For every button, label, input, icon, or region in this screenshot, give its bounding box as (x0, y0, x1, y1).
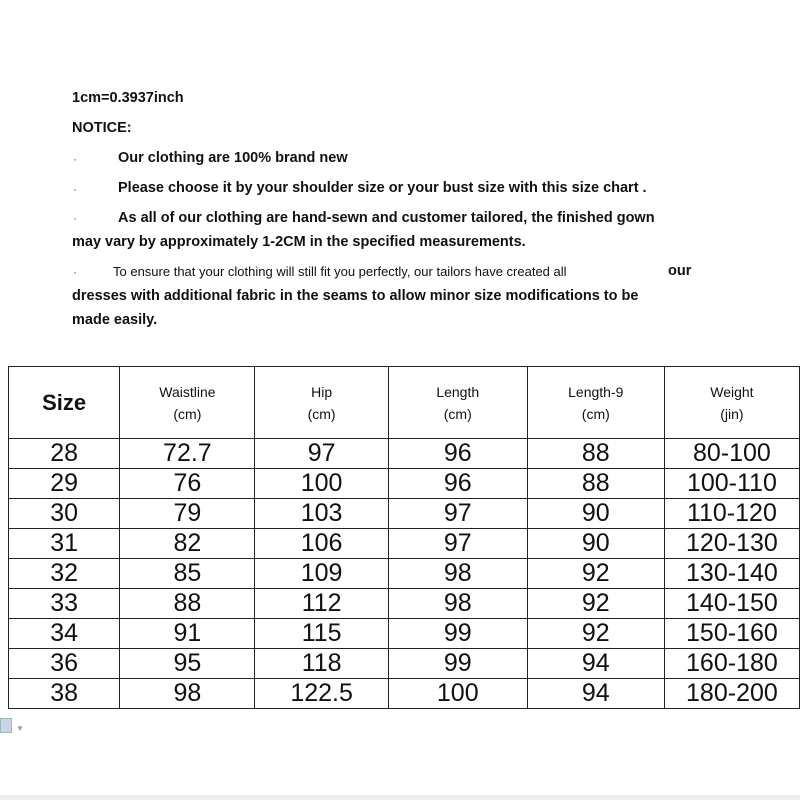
table-cell: 160-180 (664, 649, 799, 679)
bottom-scrollbar[interactable] (0, 795, 800, 800)
table-cell: 94 (527, 679, 664, 709)
chevron-down-icon[interactable]: ▼ (16, 724, 24, 733)
notice-4-cont2: made easily. (72, 312, 158, 328)
table-cell: 100 (255, 469, 388, 499)
table-header-row (9, 367, 800, 439)
bullet: · (73, 265, 77, 279)
table-cell: 38 (9, 679, 120, 709)
table-cell: 122.5 (255, 679, 388, 709)
table-cell: 98 (388, 589, 527, 619)
table-cell: 34 (9, 619, 120, 649)
header-length: Length (cm) (388, 367, 527, 439)
table-cell: 91 (120, 619, 255, 649)
table-cell: 72.7 (120, 439, 255, 469)
table-cell: 180-200 (664, 679, 799, 709)
header-size: Size (9, 367, 120, 439)
table-cell: 94 (527, 649, 664, 679)
table-row (9, 589, 800, 619)
notice-4-end: our (668, 263, 692, 279)
table-row (9, 499, 800, 529)
table-cell: 79 (120, 499, 255, 529)
table-cell: 118 (255, 649, 388, 679)
table-cell: 100 (388, 679, 527, 709)
conversion-note: 1cm=0.3937inch (72, 90, 184, 106)
notice-2: Please choose it by your shoulder size or your bust size with this size chart . (118, 180, 647, 196)
table-row (9, 529, 800, 559)
table-cell: 110-120 (664, 499, 799, 529)
table-cell: 96 (388, 439, 527, 469)
table-cell: 36 (9, 649, 120, 679)
table-cell: 31 (9, 529, 120, 559)
notice-1: Our clothing are 100% brand new (118, 150, 348, 166)
header-weight: Weight (jin) (664, 367, 799, 439)
header-hip: Hip (cm) (255, 367, 388, 439)
table-cell: 92 (527, 619, 664, 649)
table-cell: 30 (9, 499, 120, 529)
table-cell: 109 (255, 559, 388, 589)
table-cell: 106 (255, 529, 388, 559)
table-cell: 88 (527, 439, 664, 469)
table-cell: 80-100 (664, 439, 799, 469)
table-cell: 99 (388, 619, 527, 649)
bullet: · (73, 152, 77, 166)
table-cell: 115 (255, 619, 388, 649)
table-cell: 97 (388, 529, 527, 559)
table-cell: 97 (255, 439, 388, 469)
table-cell: 99 (388, 649, 527, 679)
table-cell: 130-140 (664, 559, 799, 589)
notice-title: NOTICE: (72, 120, 132, 136)
table-cell: 112 (255, 589, 388, 619)
table-cell: 32 (9, 559, 120, 589)
table-cell: 95 (120, 649, 255, 679)
table-cell: 90 (527, 529, 664, 559)
table-cell: 92 (527, 589, 664, 619)
table-cell: 29 (9, 469, 120, 499)
table-row (9, 679, 800, 709)
table-cell: 88 (120, 589, 255, 619)
notice-4-cont: dresses with additional fabric in the seams to allow minor size modifications to be (72, 288, 639, 304)
header-length-9: Length-9 (cm) (527, 367, 664, 439)
table-cell: 120-130 (664, 529, 799, 559)
table-cell: 103 (255, 499, 388, 529)
size-chart-table (8, 366, 800, 709)
table-row (9, 439, 800, 469)
bullet: · (73, 211, 77, 225)
table-cell: 140-150 (664, 589, 799, 619)
notice-4: To ensure that your clothing will still fit you perfectly, our tailors have created all (113, 264, 567, 279)
table-row (9, 469, 800, 499)
table-cell: 97 (388, 499, 527, 529)
bullet: · (73, 182, 77, 196)
table-row (9, 619, 800, 649)
table-cell: 98 (388, 559, 527, 589)
table-cell: 88 (527, 469, 664, 499)
paste-options-icon[interactable] (0, 718, 12, 733)
table-cell: 100-110 (664, 469, 799, 499)
notice-3: As all of our clothing are hand-sewn and customer tailored, the finished gown (118, 210, 655, 226)
table-cell: 98 (120, 679, 255, 709)
table-cell: 85 (120, 559, 255, 589)
table-cell: 33 (9, 589, 120, 619)
table-row (9, 559, 800, 589)
table-cell: 96 (388, 469, 527, 499)
table-cell: 76 (120, 469, 255, 499)
table-cell: 82 (120, 529, 255, 559)
table-cell: 90 (527, 499, 664, 529)
table-cell: 150-160 (664, 619, 799, 649)
table-cell: 92 (527, 559, 664, 589)
header-waistline: Waistline (cm) (120, 367, 255, 439)
table-row (9, 649, 800, 679)
table-cell: 28 (9, 439, 120, 469)
notice-3-cont: may vary by approximately 1-2CM in the specified measurements. (72, 234, 526, 250)
